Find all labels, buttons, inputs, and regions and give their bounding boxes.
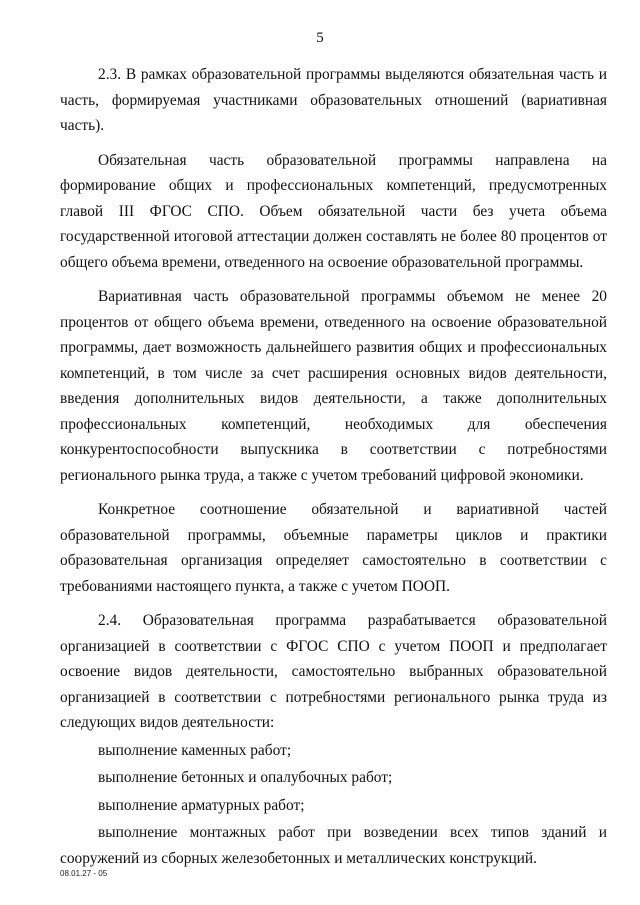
document-body bbox=[60, 62, 607, 873]
paragraph-2-4: 2.4. Образовательная программа разрабатывается образовательной организацией в соответствии с ФГОС СПО с учетом ПООП и предполагает освоение видов деятельности, самостоятельно выбранных образовательной организацией в соответствии с потребностями регионального рынка труда из следующих видов деятельности: bbox=[60, 612, 607, 731]
paragraph-variable-part: Вариативная часть образовательной программы объемом не менее 20 процентов от общего объема времени, отведенного на освоение образовательной программы, дает возможность дальнейшего развития общих и профессиональных компетенций, в том числе за счет расширения основных видов деятельности, введения дополнительных видов деятельности, а также дополнительных профессиональных компетенций, необходимых для обеспечения конкурентоспособности выпускника в соответствии с потребностями регионального рынка труда, а также с учетом требований цифровой экономики. bbox=[60, 288, 607, 484]
activity-list-item: выполнение каменных работ; bbox=[98, 741, 292, 759]
document-code: 08.01.27 - 05 bbox=[60, 869, 108, 878]
paragraph-mandatory-part: Обязательная часть образовательной программы направлена на формирование общих и профессиональных компетенций, предусмотренных главой III ФГОС СПО. Объем обязательной части без учета объема государственной итоговой аттестации должен составлять не более 80 процентов от общего объема времени, отведенного на освоение образовательной программы. bbox=[60, 151, 607, 271]
paragraph-ratio: Конкретное соотношение обязательной и вариативной частей образовательной программы, объемные параметры циклов и практики образовательная организация определяет самостоятельно в соответствии с требованиями настоящего пункта, а также с учетом ПООП. bbox=[60, 501, 607, 595]
paragraph-2-3: 2.3. В рамках образовательной программы выделяются обязательная часть и часть, формируемая участниками образовательных отношений (вариативная часть). bbox=[60, 66, 607, 134]
activity-list-item: выполнение монтажных работ при возведении всех типов зданий и сооружений из сборных железобетонных и металлических конструкций. bbox=[60, 824, 607, 867]
activity-list-item: выполнение бетонных и опалубочных работ; bbox=[98, 769, 393, 786]
activity-list-item: выполнение арматурных работ; bbox=[98, 796, 305, 814]
page-number: 5 bbox=[316, 30, 324, 46]
